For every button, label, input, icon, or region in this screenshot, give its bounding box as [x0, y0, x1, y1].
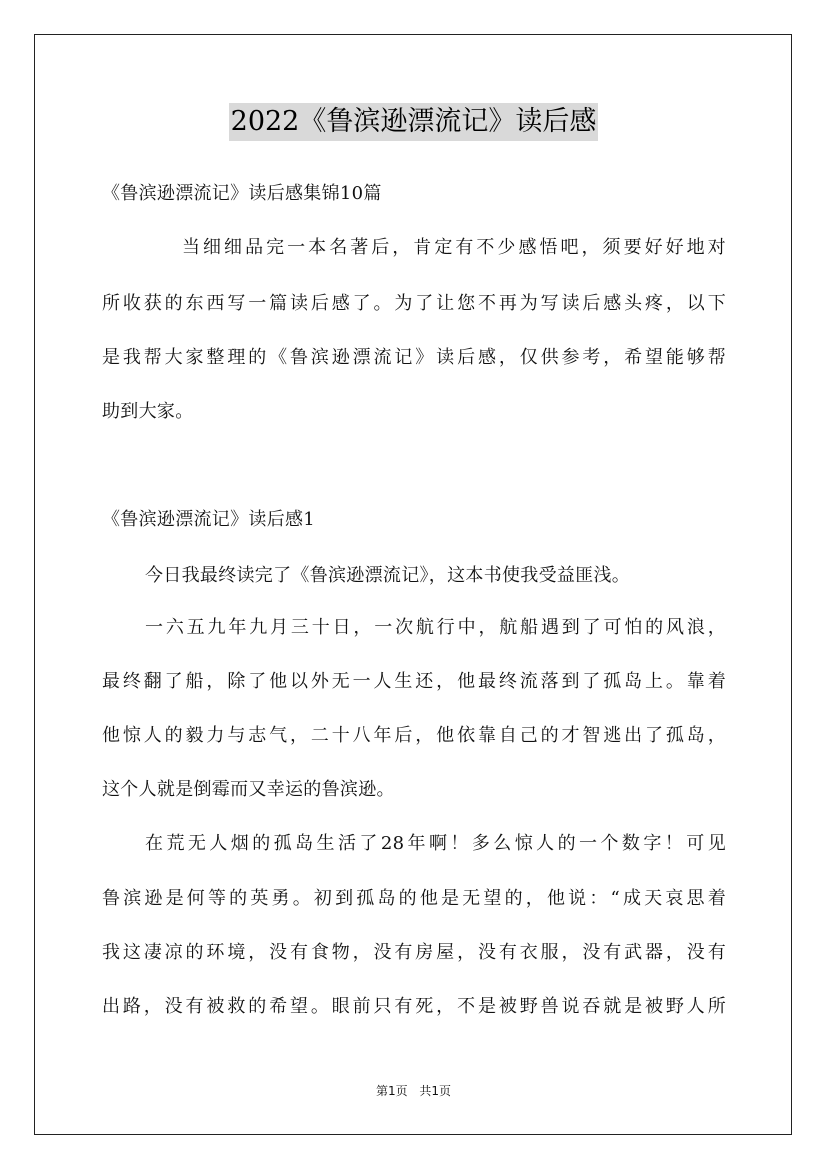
paragraph3-line-2: 鲁滨逊是何等的英勇。初到孤岛的他是无望的，他说：“成天哀思着 [102, 888, 726, 909]
page-number: 第1页 [375, 1084, 408, 1098]
page-total: 共1页 [419, 1084, 452, 1098]
paragraph3-line-1: 在荒无人烟的孤岛生活了28年啊！多么惊人的一个数字！可见 [145, 833, 726, 854]
paragraph3-line-3: 我这凄凉的环境，没有食物，没有房屋，没有衣服，没有武器，没有 [102, 942, 726, 963]
intro-line-2: 所收获的东西写一篇读后感了。为了让您不再为写读后感头疼，以下 [102, 293, 726, 314]
intro-line-1: 当细细品完一本名著后，肯定有不少感悟吧，须要好好地对 [182, 237, 726, 258]
paragraph2-line-4: 这个人就是倒霉而又幸运的鲁滨逊。 [102, 779, 395, 800]
page-footer [0, 1083, 827, 1099]
section-heading: 《鲁滨逊漂流记》读后感1 [102, 509, 316, 530]
document-subtitle: 《鲁滨逊漂流记》读后感集锦10篇 [102, 183, 382, 204]
paragraph2-line-2: 最终翻了船，除了他以外无一人生还，他最终流落到了孤岛上。靠着 [102, 671, 726, 692]
intro-line-3: 是我帮大家整理的《鲁滨逊漂流记》读后感，仅供参考，希望能够帮 [102, 347, 726, 368]
title-container [0, 103, 827, 141]
paragraph3-line-4: 出路，没有被救的希望。眼前只有死，不是被野兽说吞就是被野人所 [102, 996, 726, 1017]
intro-line-4: 助到大家。 [102, 401, 194, 422]
paragraph1-line-1: 今日我最终读完了《鲁滨逊漂流记》，这本书使我受益匪浅。 [145, 565, 631, 586]
document-title: 2022《鲁滨逊漂流记》读后感 [229, 103, 599, 141]
paragraph2-line-1: 一六五九年九月三十日，一次航行中，航船遇到了可怕的风浪， [145, 617, 726, 638]
paragraph2-line-3: 他惊人的毅力与志气，二十八年后，他依靠自己的才智逃出了孤岛， [102, 725, 726, 746]
